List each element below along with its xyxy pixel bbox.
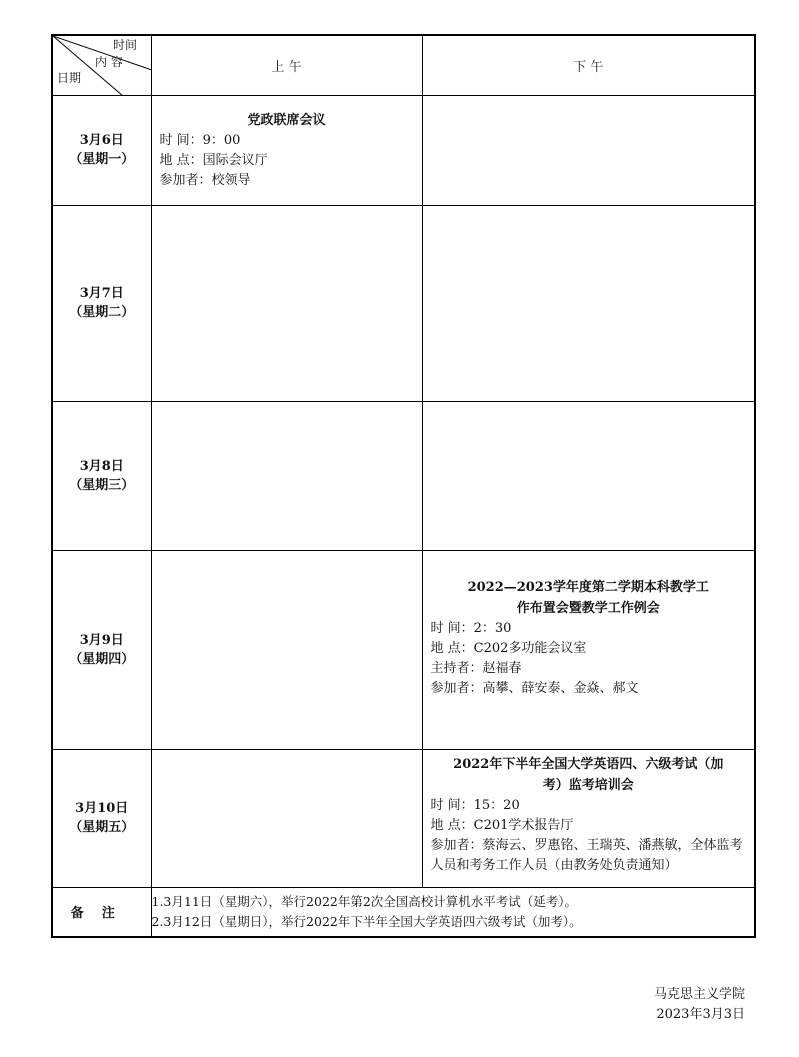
afternoon-cell bbox=[422, 749, 755, 887]
day-row bbox=[52, 95, 755, 205]
footer bbox=[654, 985, 745, 1025]
date-label: 3月8日 bbox=[79, 458, 124, 474]
event-time: 时 间：9：00 bbox=[159, 132, 241, 148]
remarks-cell bbox=[151, 887, 755, 937]
afternoon-cell bbox=[422, 401, 755, 550]
weekday-label: （星期二） bbox=[69, 305, 135, 320]
event-time: 时 间：15：20 bbox=[430, 797, 520, 813]
issue-date: 2023年3月3日 bbox=[656, 1007, 745, 1022]
event-location: 地 点：C202多功能会议室 bbox=[430, 640, 587, 656]
corner-content-label: 内 容 bbox=[95, 55, 123, 70]
remark-item: 1.3月11日（星期六），举行2022年第2次全国高校计算机水平考试（延考）。 bbox=[151, 893, 578, 909]
date-cell bbox=[52, 749, 151, 887]
event-participants: 参加者：高攀、薛安泰、金焱、郝文 bbox=[430, 680, 639, 696]
morning-header: 上 午 bbox=[151, 35, 422, 95]
event-title: 2022年下半年全国大学英语四、六级考试（加考）监考培训会 bbox=[453, 756, 724, 793]
corner-cell bbox=[52, 35, 151, 95]
schedule-table bbox=[51, 34, 756, 938]
weekday-label: （星期三） bbox=[69, 477, 135, 493]
date-cell bbox=[52, 550, 151, 749]
date-label: 3月9日 bbox=[79, 632, 124, 648]
issuing-organization: 马克思主义学院 bbox=[653, 987, 745, 1002]
date-label: 3月10日 bbox=[75, 801, 129, 816]
date-label: 3月7日 bbox=[79, 286, 124, 301]
event-title: 2022—2023学年度第二学期本科教学工作布置会暨教学工作例会 bbox=[467, 579, 709, 616]
event-location: 地 点：C201学术报告厅 bbox=[430, 817, 574, 833]
remarks-label: 备注 bbox=[52, 887, 151, 937]
corner-time-label: 时间 bbox=[113, 38, 138, 53]
event-host: 主持者：赵福春 bbox=[430, 660, 522, 676]
day-row bbox=[52, 401, 755, 550]
morning-cell bbox=[151, 749, 422, 887]
afternoon-header: 下 午 bbox=[422, 35, 755, 95]
header-row bbox=[52, 35, 755, 95]
afternoon-cell bbox=[422, 95, 755, 205]
day-row bbox=[52, 550, 755, 749]
date-cell bbox=[52, 95, 151, 205]
event-participants: 参加者：校领导 bbox=[159, 172, 251, 188]
date-cell bbox=[52, 205, 151, 401]
day-row bbox=[52, 205, 755, 401]
morning-cell bbox=[151, 205, 422, 401]
event-time: 时 间：2：30 bbox=[430, 620, 512, 636]
date-label: 3月6日 bbox=[79, 133, 124, 148]
remarks-row bbox=[52, 887, 755, 937]
weekday-label: （星期五） bbox=[69, 820, 135, 835]
corner-date-label: 日期 bbox=[57, 71, 82, 86]
event-title: 党政联席会议 bbox=[247, 112, 326, 128]
morning-cell bbox=[151, 95, 422, 205]
date-cell bbox=[52, 401, 151, 550]
event-location: 地 点：国际会议厅 bbox=[159, 152, 268, 168]
event-participants: 参加者：蔡海云、罗惠铭、王瑞英、潘燕敏，全体监考人员和考务工作人员（由教务处负责通知） bbox=[430, 837, 743, 873]
morning-cell bbox=[151, 550, 422, 749]
afternoon-cell bbox=[422, 205, 755, 401]
day-row bbox=[52, 749, 755, 887]
remark-item: 2.3月12日（星期日），举行2022年下半年全国大学英语四六级考试（加考）。 bbox=[151, 913, 582, 929]
afternoon-cell bbox=[422, 550, 755, 749]
morning-cell bbox=[151, 401, 422, 550]
weekday-label: （星期一） bbox=[69, 152, 135, 167]
weekday-label: （星期四） bbox=[69, 651, 135, 667]
